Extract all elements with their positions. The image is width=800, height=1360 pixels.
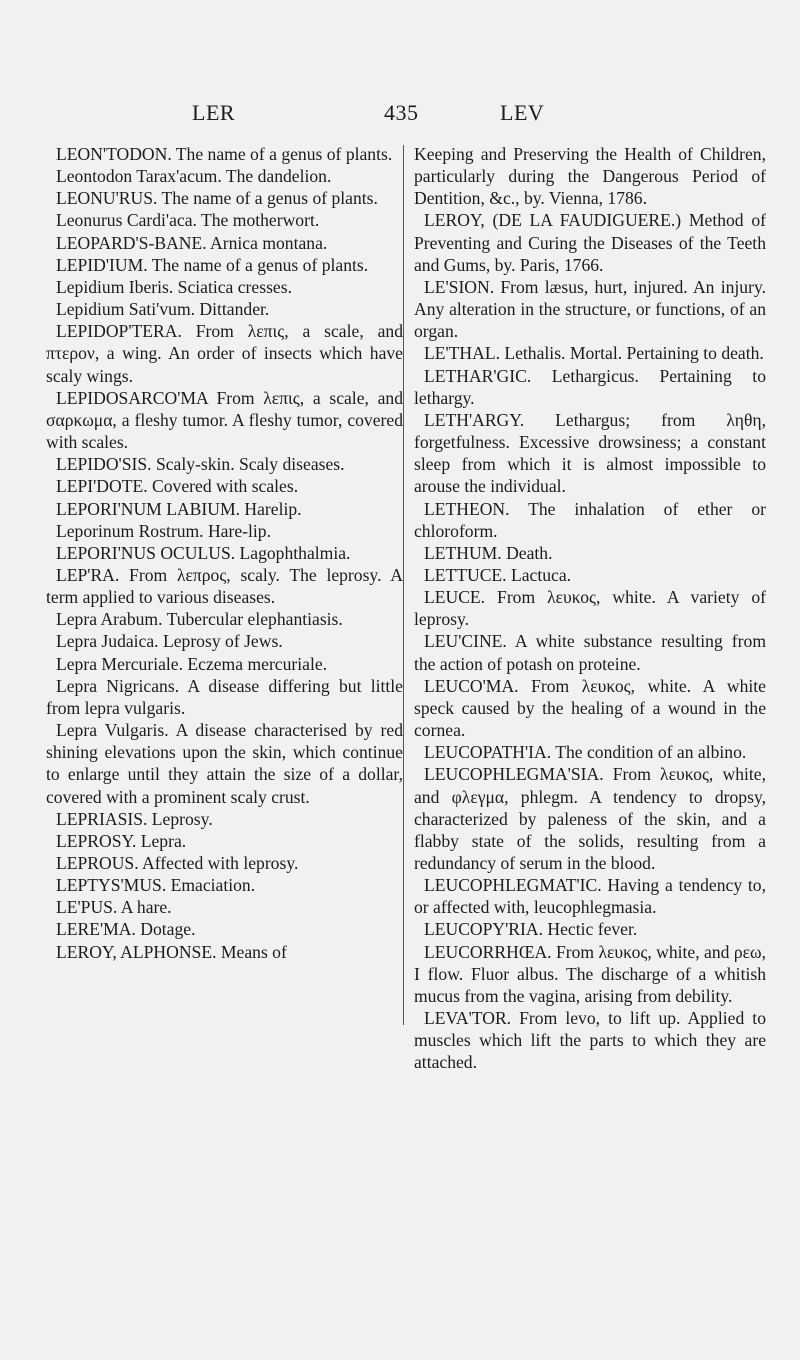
entry: LEPTYS'MUS. Emaciation.: [56, 875, 256, 896]
entry: LEPRIASIS. Leprosy.: [56, 808, 213, 829]
entry: Lepidium Sati'vum. Dittander.: [56, 299, 270, 320]
entry: Lepra Nigricans. A disease differing but little from lepra vulgaris.: [46, 675, 403, 718]
entry: LERE'MA. Dotage.: [56, 919, 196, 940]
entry: LEUCOPHLEGMAT'IC. Having a tendency to, or affected with, leucophlegmasia.: [414, 875, 766, 918]
header-right-guideword: LEV: [500, 100, 545, 125]
entry: LEPID'IUM. The name of a genus of plants.: [56, 254, 369, 275]
entry: LEOPARD'S-BANE. Arnica montana.: [56, 232, 328, 253]
entry: LEPIDOP'TERA. From λεπις, a scale, and πτερον, a wing. An order of insects which have scaly wings.: [46, 321, 403, 386]
entry: LEU'CINE. A white substance resulting from the action of potash on proteine.: [414, 631, 766, 674]
header-left-guideword: LER: [192, 100, 236, 125]
entry: Leontodon Tarax'acum. The dandelion.: [56, 166, 332, 187]
entry: LE'SION. From læsus, hurt, injured. An injury. Any alteration in the structure, or functions, of an organ.: [414, 276, 766, 342]
entry: LETTUCE. Lactuca.: [424, 564, 572, 585]
left-column: [46, 143, 403, 963]
entry: Lepra Vulgaris. A disease characterised by red shining elevations upon the skin, which continue to enlarge until they attain the size of a dollar, covered with a prominent scaly crust.: [46, 720, 403, 807]
entry-continued: Keeping and Preserving the Health of Children, particularly during the Dangerous Period of Dentition, &c., by. Vienna, 1786.: [414, 144, 766, 209]
entry: LEPROSY. Lepra.: [56, 830, 187, 851]
entry: LEPORI'NUS OCULUS. Lagophthalmia.: [56, 542, 351, 563]
column-divider: [403, 145, 404, 1025]
entry: LEPORI'NUM LABIUM. Harelip.: [56, 498, 302, 519]
entry: LEUCOPATH'IA. The condition of an albino.: [424, 742, 747, 763]
entry: LEUCORRHŒA. From λευκος, white, and ρεω, I flow. Fluor albus. The discharge of a whitish mucus from the vagina, arising from debility.: [414, 941, 766, 1006]
entry: LEUCOPY'RIA. Hectic fever.: [424, 919, 638, 940]
entry: LEP'RA. From λεπρος, scaly. The leprosy. A term applied to various diseases.: [46, 564, 403, 608]
entry: LEUCOPHLEGMA'SIA. From λευκος, white, and φλεγμα, phlegm. A tendency to dropsy, characterized by paleness of the skin, and a flabby state of the solids, resulting from a redundancy of serum in the blood.: [414, 764, 766, 873]
entry: LETH'ARGY. Lethargus; from ληθη, forgetfulness. Excessive drowsiness; a constant sleep from which it is almost impossible to arouse the individual.: [414, 409, 766, 497]
entry: LEPIDOSARCO'MA From λεπις, a scale, and σαρκωμα, a fleshy tumor. A fleshy tumor, covered with scales.: [46, 387, 403, 453]
entry: LETHEON. The inhalation of ether or chloroform.: [414, 498, 766, 541]
entry: LEROY, (DE LA FAUDIGUERE.) Method of Preventing and Curing the Diseases of the Teeth and Gums, by. Paris, 1766.: [414, 210, 766, 275]
entry: LEVA'TOR. From levo, to lift up. Applied to muscles which lift the parts to which they are attached.: [414, 1008, 766, 1073]
entry: LETHUM. Death.: [424, 542, 553, 563]
entry: LEPIDO'SIS. Scaly-skin. Scaly diseases.: [56, 454, 345, 475]
entry: LETHAR'GIC. Lethargicus. Pertaining to lethargy.: [414, 365, 766, 408]
entry: LEPROUS. Affected with leprosy.: [56, 853, 299, 873]
entry: LEUCE. From λευκος, white. A variety of leprosy.: [414, 587, 766, 630]
entry: LEPI'DOTE. Covered with scales.: [56, 476, 299, 497]
entry: LE'THAL. Lethalis. Mortal. Pertaining to death.: [424, 343, 764, 364]
entry: LEUCO'MA. From λευκος, white. A white speck caused by the healing of a wound in the cornea.: [414, 675, 766, 741]
entry: Lepra Arabum. Tubercular elephantiasis.: [56, 609, 343, 630]
entry: Leonurus Cardi'aca. The motherwort.: [56, 210, 320, 231]
running-header: [0, 100, 800, 130]
entry: LEROY, ALPHONSE. Means of: [56, 941, 287, 962]
entry: Lepidium Iberis. Sciatica cresses.: [56, 276, 292, 297]
entry: LEON'TODON. The name of a genus of plants.: [56, 144, 393, 164]
entry: Leporinum Rostrum. Hare-lip.: [56, 520, 271, 541]
right-column: [414, 143, 766, 1074]
page-number: 435: [384, 100, 419, 125]
entry: Lepra Judaica. Leprosy of Jews.: [56, 631, 283, 652]
entry: LE'PUS. A hare.: [56, 897, 172, 918]
entry: Lepra Mercuriale. Eczema mercuriale.: [56, 653, 328, 674]
entry: LEONU'RUS. The name of a genus of plants.: [56, 188, 378, 209]
